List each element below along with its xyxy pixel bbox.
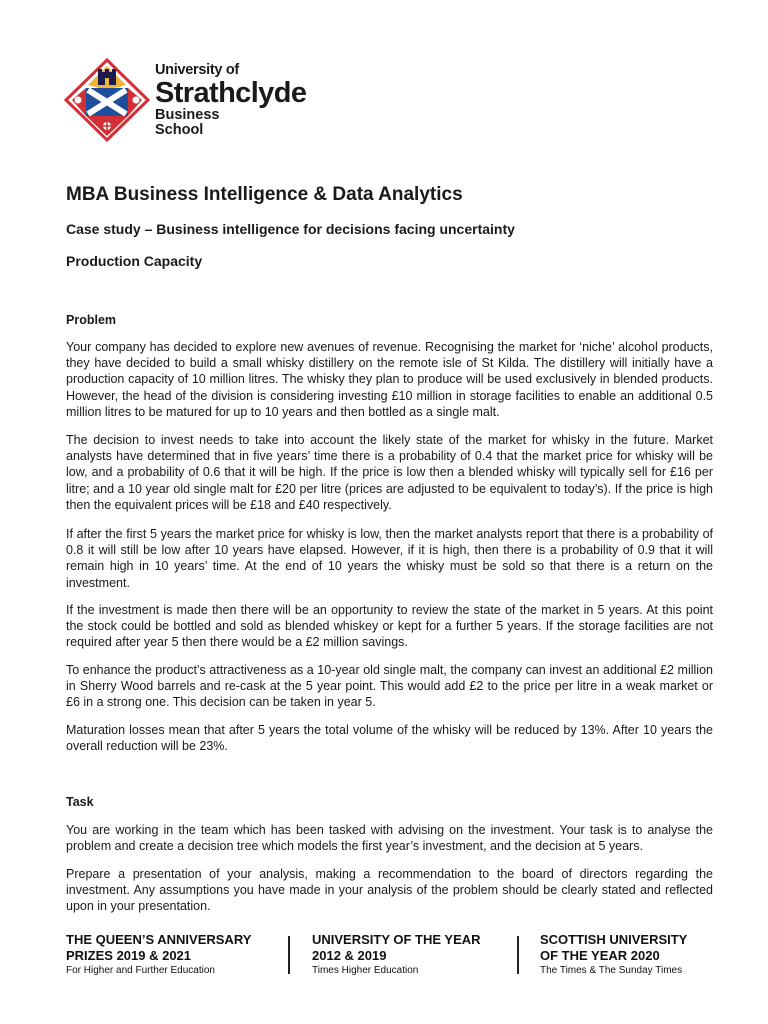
problem-paragraph-4: If the investment is made then there will be an opportunity to review the state of the market in 5 years. At this point the stock could be bottled and sold as blended whiskey or kept for a further 5 years. If the storage facilities are not required after year 5 then there would be a £2 million savings. [66,603,713,650]
university-logo [64,58,314,142]
problem-paragraph-6: Maturation losses mean that after 5 years the total volume of the whisky will be reduced by 13%. After 10 years the overall reduction will be 23%. [66,723,713,754]
awards-footer [66,932,726,976]
problem-paragraph-1: Your company has decided to explore new avenues of revenue. Recognising the market for ‘niche’ alcohol products, they have decided to build a small whisky distillery on the remote isle of St Kilda. The distillery will initially have a production capacity of 10 million litres. The whisky they plan to produce will be used exclusively in blended products. However, the head of the division is considering investing £10 million in storage facilities to enable an additional 0.5 million litres to be matured for up to 10 years and then bottled as a single malt. [66,340,713,419]
strathclyde-crest-icon [64,58,150,142]
award-university-of-year [312,932,481,978]
case-study-subtitle: Case study – Business intelligence for decisions facing uncertainty [66,221,515,237]
logo-business: Business [155,107,220,123]
task-paragraph-1: You are working in the team which has been tasked with advising on the investment. Your task is to analyse the problem and create a decision tree which models the first year’s investment, and the decision at 5 years. [66,823,713,854]
logo-strathclyde: Strathclyde [155,77,307,109]
problem-paragraph-3: If after the first 5 years the market price for whisky is low, then the market analysts report that there is a probability of 0.8 it will still be low after 10 years have elapsed. However, if it is high, then there is a probability of 0.9 that it will remain high in 10 years’ time. At the end of 10 years the whisky must be sold so that there is a return on the investment. [66,527,713,590]
production-capacity-heading: Production Capacity [66,253,203,269]
award-line-1: SCOTTISH UNIVERSITY [540,932,688,947]
award-queens-prize [66,932,251,978]
award-source: Times Higher Education [312,965,419,976]
award-source: The Times & The Sunday Times [540,965,683,976]
award-scottish-university [540,932,687,978]
problem-heading: Problem [66,313,117,327]
task-paragraph-2: Prepare a presentation of your analysis, making a recommendation to the board of directors regarding the investment. Any assumptions you have made in your analysis of the problem should be clearly stated and reflected upon in your presentation. [66,867,713,914]
logo-university-of: University of [155,62,239,78]
footer-divider [288,936,290,974]
problem-paragraph-5: To enhance the product’s attractiveness as a 10-year old single malt, the company can invest an additional £2 million in Sherry Wood barrels and re-cask at the 5 year point. This would add £2 to the price per litre in a weak market or £6 in a strong one. This decision can be taken in year 5. [66,663,713,710]
award-line-2: 2012 & 2019 [312,948,387,963]
award-line-2: OF THE YEAR 2020 [540,948,660,963]
footer-divider [517,936,519,974]
task-heading: Task [66,795,94,809]
document-title: MBA Business Intelligence & Data Analytics [66,184,463,205]
award-line-1: UNIVERSITY OF THE YEAR [312,932,481,947]
logo-wordmark [155,62,306,138]
award-line-2: PRIZES 2019 & 2021 [66,948,192,963]
award-source: For Higher and Further Education [66,965,215,976]
logo-school: School [155,122,204,138]
award-line-1: THE QUEEN’S ANNIVERSARY [66,932,252,947]
problem-paragraph-2: The decision to invest needs to take into account the likely state of the market for whisky in the future. Market analysts have determined that in five years’ time there is a probability of 0.4 that the market price for whisky will be low, and a probability of 0.6 that it will be high. If the price is low then a blended whisky will typically sell for £16 per litre; and a 10 year old single malt for £20 per litre (prices are adjusted to be equivalent to today’s). If the price is high then the equivalent prices will be £18 and £40 respectively. [66,433,713,512]
